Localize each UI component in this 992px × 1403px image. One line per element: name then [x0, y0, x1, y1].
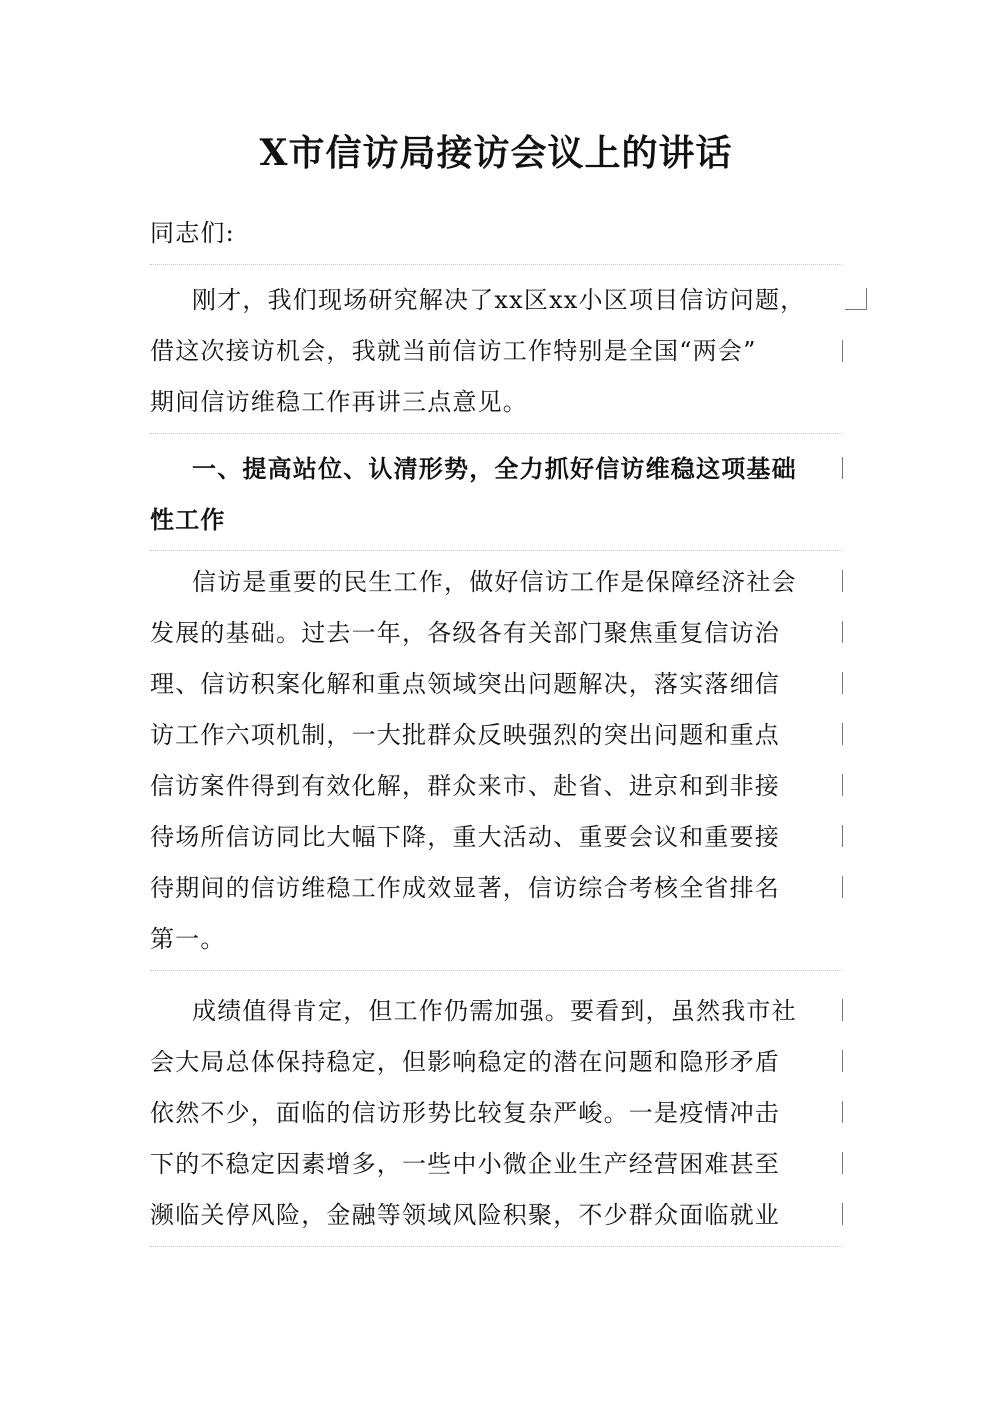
line-end-marker: [842, 1203, 843, 1225]
line-end-marker: [842, 1152, 843, 1174]
line-end-marker: [842, 457, 843, 479]
line-end-marker: [842, 621, 843, 643]
paragraph-line: 待期间的信访维稳工作成效显著，信访综合考核全省排名: [150, 874, 780, 902]
paragraph-line: 濒临关停风险，金融等领域风险积聚，不少群众面临就业: [150, 1201, 780, 1229]
paragraph-1: [150, 275, 842, 428]
paragraph-line: 下的不稳定因素增多，一些中小微企业生产经营困难甚至: [150, 1150, 780, 1178]
salutation: [150, 208, 842, 259]
paragraph-line: 会大局总体保持稳定，但影响稳定的潜在问题和隐形矛盾: [150, 1048, 780, 1076]
paragraph-line: 待场所信访同比大幅下降，重大活动、重要会议和重要接: [150, 823, 780, 851]
line-end-marker: [842, 672, 843, 694]
paragraph-line: 依然不少，面临的信访形势比较复杂严峻。一是疫情冲击: [150, 1099, 780, 1127]
heading-line: 一、提高站位、认清形势，全力抓好信访维稳这项基础: [192, 454, 797, 483]
line-end-marker: [845, 288, 867, 310]
line-end-marker: [842, 570, 843, 592]
salutation-line: 同志们:: [150, 219, 235, 247]
paragraph-2: [150, 557, 842, 965]
paragraph-line: 借这次接访机会，我就当前信访工作特别是全国“两会”: [150, 337, 757, 365]
paragraph-line: 第一。: [150, 925, 226, 953]
line-end-marker: [842, 723, 843, 745]
line-end-marker: [842, 999, 843, 1021]
section-heading-1: [150, 443, 842, 545]
paragraph-line: 信访是重要的民生工作，做好信访工作是保障经济社会: [192, 568, 797, 596]
paragraph-line: 成绩值得肯定，但工作仍需加强。要看到，虽然我市社: [192, 997, 797, 1025]
paragraph-3: [150, 986, 842, 1241]
line-end-marker: [842, 1050, 843, 1072]
document-title: X市信访局接访会议上的讲话: [259, 132, 733, 174]
line-end-marker: [842, 340, 843, 362]
line-end-marker: [842, 825, 843, 847]
paragraph-line: 刚才，我们现场研究解决了xx区xx小区项目信访问题，: [192, 286, 806, 314]
line-end-marker: [842, 876, 843, 898]
paragraph-line: 期间信访维稳工作再讲三点意见。: [150, 388, 528, 416]
line-end-marker: [842, 774, 843, 796]
paragraph-line: 访工作六项机制，一大批群众反映强烈的突出问题和重点: [150, 721, 780, 749]
line-end-marker: [842, 1101, 843, 1123]
paragraph-line: 发展的基础。过去一年，各级各有关部门聚焦重复信访治: [150, 619, 780, 647]
paragraph-line: 理、信访积案化解和重点领域突出问题解决，落实落细信: [150, 670, 780, 698]
heading-line: 性工作: [150, 505, 226, 534]
paragraph-line: 信访案件得到有效化解，群众来市、赴省、进京和到非接: [150, 772, 780, 800]
